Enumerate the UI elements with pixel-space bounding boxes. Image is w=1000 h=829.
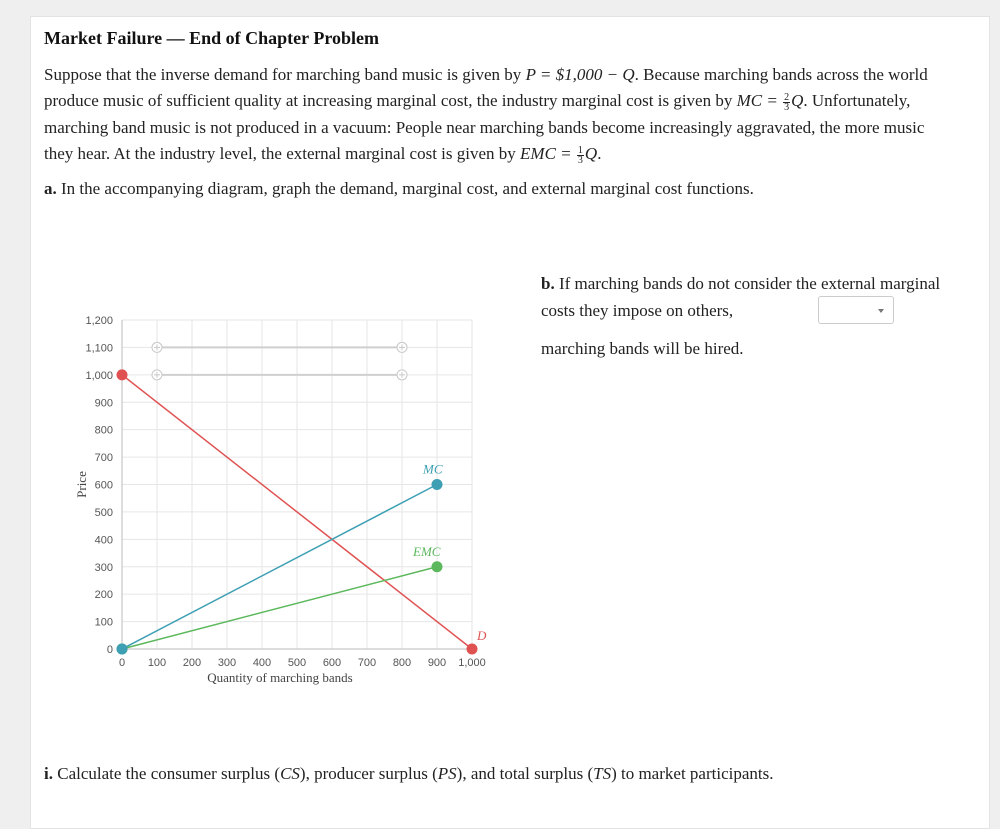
emc-fraction-denominator: 3 (577, 154, 583, 166)
y-tick-label: 100 (94, 616, 113, 629)
emc-fraction-numerator: 1 (577, 144, 583, 156)
d-point[interactable] (467, 644, 478, 655)
d-curve-label: D (477, 628, 487, 643)
x-tick-label: 1,000 (458, 657, 486, 669)
intro-text-1: Suppose that the inverse demand for marching band music is given by (44, 65, 526, 84)
x-tick-label: 100 (147, 657, 167, 669)
mc-equation-rhs: Q (791, 91, 804, 111)
x-tick-label: 500 (287, 657, 307, 669)
y-tick-label: 0 (106, 644, 113, 656)
ps-abbrev: PS (437, 764, 457, 783)
emc-equation-rhs: Q (584, 144, 598, 164)
question-i-text-2: ), producer surplus ( (299, 764, 438, 783)
y-tick-label: 1,200 (85, 315, 113, 327)
question-i-text-1: Calculate the consumer surplus ( (52, 764, 281, 783)
x-axis-title: Quantity of marching bands (207, 670, 353, 685)
x-tick-label: 300 (217, 657, 237, 669)
d-point[interactable] (117, 369, 128, 380)
ts-abbrev: TS (593, 764, 612, 783)
intro-text-2: . Because marching bands across the world produce music of sufficient quality at increasing marginal cost, the industry marginal cost is given by (44, 65, 928, 111)
intro-text-4: . (597, 144, 602, 164)
y-tick-label: 1,100 (85, 342, 113, 355)
question-b-text-1: If marching bands do not consider the external marginal costs they impose on others, (541, 274, 941, 320)
question-b-text-2: marching bands will be hired. (541, 339, 744, 358)
y-tick-label: 500 (94, 506, 113, 519)
y-axis-title: Price (74, 471, 89, 498)
question-a-label: a. (44, 179, 57, 198)
y-tick-label: 800 (94, 424, 113, 437)
mc-fraction-denominator: 3 (784, 101, 790, 113)
mc-point[interactable] (117, 644, 128, 655)
x-tick-label: 200 (182, 657, 202, 669)
question-b-label: b. (541, 274, 555, 293)
page-title: Market Failure — End of Chapter Problem (44, 28, 379, 48)
mc-fraction-numerator: 2 (784, 91, 790, 103)
y-tick-label: 700 (94, 452, 113, 465)
mc-curve-label: MC (423, 461, 443, 477)
emc-equation-lhs: EMC = (520, 144, 576, 164)
x-tick-label: 0 (118, 657, 126, 669)
mc-point[interactable] (432, 479, 443, 490)
x-tick-label: 800 (392, 657, 412, 669)
question-i-text-3: ), and total surplus ( (456, 764, 594, 783)
y-tick-label: 600 (94, 479, 113, 492)
emc-point[interactable] (432, 561, 443, 572)
x-tick-label: 700 (357, 657, 377, 669)
emc-curve (122, 567, 437, 649)
x-tick-label: 900 (427, 657, 447, 669)
cs-abbrev: CS (280, 764, 300, 783)
question-i-text-4: ) to market participants. (611, 764, 774, 783)
x-tick-label: 600 (322, 657, 342, 669)
demand-equation: P = $1,000 − Q (525, 65, 635, 84)
emc-curve-label: EMC (413, 543, 441, 559)
intro-text-3: . Unfortunately, marching band music is not produced in a vacuum: People near marching bands become increasingly aggravated, the more music they hear. At the industry level, the external marginal cost is given by (44, 91, 925, 164)
mc-equation-lhs: MC = (736, 91, 783, 111)
y-tick-label: 900 (94, 397, 113, 410)
question-a-text: In the accompanying diagram, graph the demand, marginal cost, and external marginal cost functions. (56, 179, 754, 198)
question-i-label: i. (44, 764, 53, 783)
y-tick-label: 300 (94, 561, 113, 574)
y-tick-label: 400 (94, 534, 113, 547)
y-tick-label: 1,000 (85, 369, 113, 382)
y-tick-label: 200 (94, 589, 113, 602)
x-tick-label: 400 (252, 657, 272, 669)
